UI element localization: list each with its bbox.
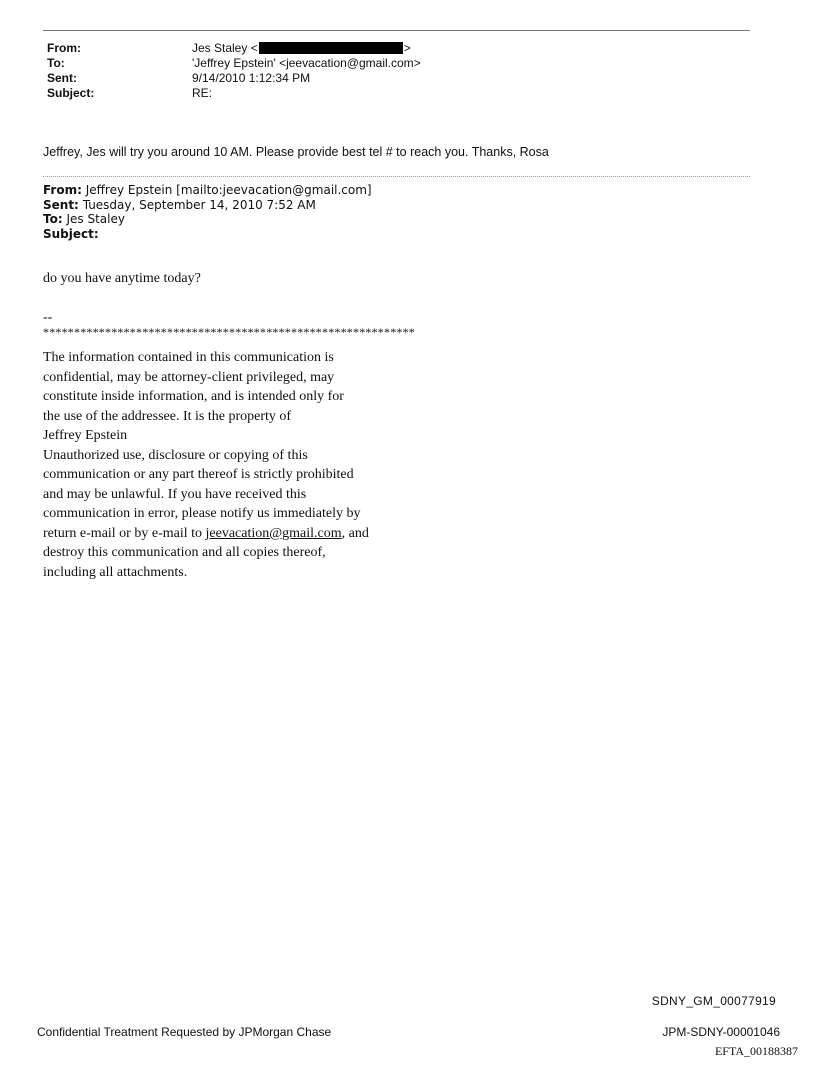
- disclaimer-line: Unauthorized use, disclosure or copying of this: [43, 447, 308, 463]
- disclaimer-line: communication in error, please notify us immediately by: [43, 506, 361, 521]
- email-header: [47, 41, 647, 101]
- original-message-header: [43, 183, 372, 241]
- original-to-row: [43, 212, 372, 227]
- disclaimer-line: including all attachments.: [43, 564, 188, 580]
- header-subject-row: [47, 86, 647, 101]
- confidential-treatment-note: Confidential Treatment Requested by JPMorgan Chase: [37, 1025, 332, 1039]
- original-sent-value: Tuesday, September 14, 2010 7:52 AM: [82, 197, 316, 212]
- email-link[interactable]: jeevacation@gmail.com: [205, 525, 342, 541]
- disclaimer-line: communication or any part thereof is strictly prohibited: [43, 467, 354, 482]
- sdny-bates-number: SDNY_GM_00077919: [651, 994, 776, 1008]
- redaction-box: [259, 42, 403, 54]
- header-from-close: >: [403, 41, 411, 55]
- disclaimer-line: the use of the addressee. It is the property of: [43, 408, 292, 424]
- signature-dashes: --: [43, 310, 53, 325]
- disclaimer-link-suffix: , and: [341, 525, 369, 541]
- original-sent-label: Sent:: [43, 197, 79, 212]
- disclaimer-line: and may be unlawful. If you have received this: [43, 486, 307, 502]
- original-sent-row: [43, 198, 372, 213]
- original-from-label: From:: [43, 183, 82, 197]
- original-from-value: Jeffrey Epstein [mailto:jeevacation@gmail.com]: [85, 183, 372, 197]
- disclaimer-line: destroy this communication and all copies thereof,: [43, 545, 326, 560]
- header-from-value: [192, 41, 411, 56]
- header-sent-label: Sent:: [47, 71, 77, 85]
- header-from-label: From:: [47, 41, 81, 55]
- header-to-value: 'Jeffrey Epstein' <jeevacation@gmail.com>: [192, 56, 421, 70]
- disclaimer-line: Jeffrey Epstein: [43, 428, 128, 443]
- header-to-row: [47, 56, 647, 71]
- header-subject-value: RE:: [192, 86, 213, 100]
- original-to-label: To:: [43, 212, 63, 226]
- header-sent-value: 9/14/2010 1:12:34 PM: [192, 71, 311, 85]
- header-from-name: Jes Staley <: [192, 41, 258, 55]
- original-subject-row: [43, 227, 372, 242]
- original-subject-label: Subject:: [43, 226, 99, 241]
- reply-body: Jeffrey, Jes will try you around 10 AM. Please provide best tel # to reach you. Thanks, Rosa: [43, 145, 549, 159]
- original-question: do you have anytime today?: [43, 271, 201, 286]
- confidentiality-disclaimer: [43, 348, 369, 582]
- header-to-label: To:: [47, 56, 65, 70]
- top-rule: [43, 30, 750, 31]
- disclaimer-link-prefix: return e-mail or by e-mail to: [43, 525, 206, 541]
- efta-bates-number: EFTA_00188387: [714, 1044, 798, 1058]
- header-sent-row: [47, 71, 647, 86]
- disclaimer-line: The information contained in this communication is: [43, 350, 334, 365]
- disclaimer-line: constitute inside information, and is intended only for: [43, 389, 344, 404]
- header-from-row: [47, 41, 647, 56]
- original-from-row: [43, 183, 372, 198]
- disclaimer-line-with-link: [43, 524, 369, 544]
- signature-stars: ************************************************************: [43, 325, 415, 339]
- separator-rule: [43, 176, 750, 177]
- original-to-value: Jes Staley: [66, 212, 125, 226]
- header-subject-label: Subject:: [47, 86, 95, 100]
- disclaimer-line: confidential, may be attorney-client privileged, may: [43, 369, 335, 385]
- jpm-bates-number: JPM-SDNY-00001046: [662, 1025, 780, 1039]
